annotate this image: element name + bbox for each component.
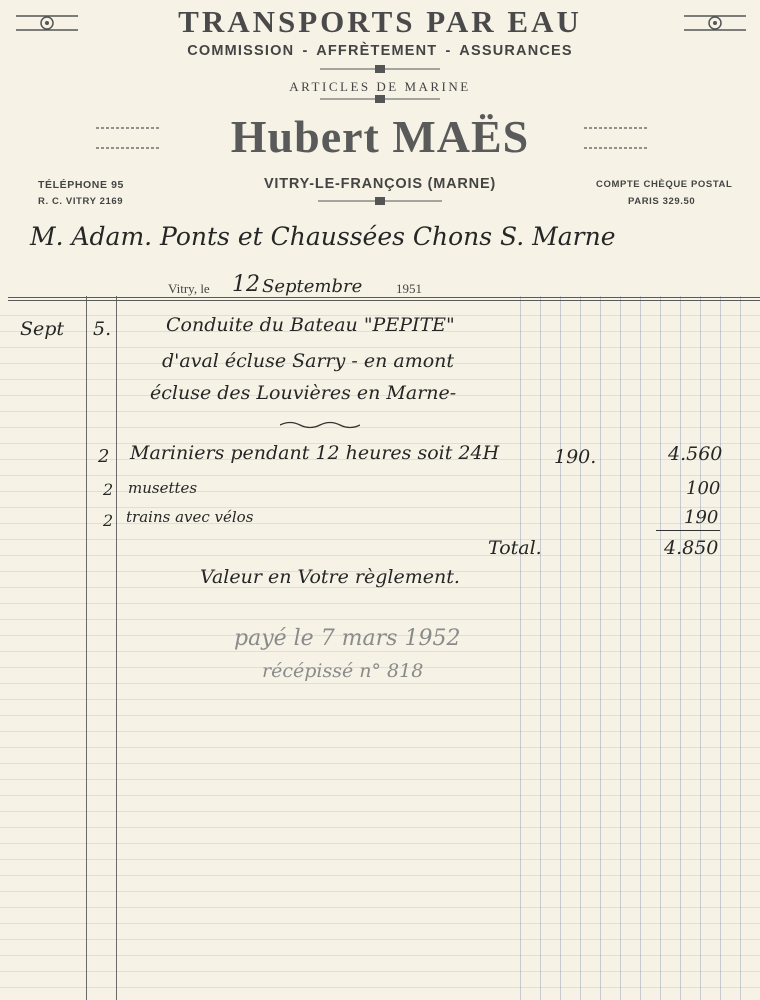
column-rule bbox=[540, 296, 541, 1000]
date-prefix: Vitry, le bbox=[168, 281, 210, 296]
item-desc: trains avec vélos bbox=[126, 508, 254, 526]
services-line: COMMISSION - AFFRÈTEMENT - ASSURANCES bbox=[187, 43, 573, 59]
entry-line-3: écluse des Louvières en Marne- bbox=[150, 382, 457, 404]
squiggle-icon bbox=[280, 420, 360, 430]
company-title: TRANSPORTS PAR EAU bbox=[178, 4, 582, 39]
ornament-right-icon bbox=[584, 120, 648, 156]
item-qty: 2 bbox=[103, 480, 114, 499]
column-rule bbox=[640, 296, 641, 1000]
column-rule bbox=[720, 296, 721, 1000]
item-amount: 100 bbox=[686, 478, 721, 499]
column-rule bbox=[660, 296, 661, 1000]
total-label: Total. bbox=[488, 537, 542, 559]
ornament-left-icon bbox=[16, 12, 78, 34]
date-day: 12 bbox=[232, 272, 260, 297]
table-top-rule bbox=[8, 297, 760, 298]
payment-note-2: récépissé n° 818 bbox=[262, 660, 424, 682]
divider-icon bbox=[318, 196, 442, 206]
entry-day: 5. bbox=[93, 318, 112, 340]
divider-icon bbox=[320, 64, 440, 74]
telephone-label: TÉLÉPHONE 95 bbox=[38, 179, 124, 191]
paris-label: PARIS 329.50 bbox=[628, 196, 696, 207]
merchant-name: Hubert MAËS bbox=[230, 111, 530, 162]
column-rule bbox=[700, 296, 701, 1000]
column-rule bbox=[520, 296, 521, 1000]
table-top-rule bbox=[8, 300, 760, 301]
entry-month: Sept bbox=[20, 318, 65, 340]
column-rule bbox=[560, 296, 561, 1000]
city-line: VITRY-LE-FRANÇOIS (MARNE) bbox=[263, 176, 497, 192]
item-qty: 2 bbox=[98, 446, 110, 467]
column-rule bbox=[620, 296, 621, 1000]
column-rule bbox=[740, 296, 741, 1000]
item-desc: Mariniers pendant 12 heures soit 24H bbox=[130, 442, 500, 464]
total-amount: 4.850 bbox=[664, 537, 719, 559]
item-amount: 4.560 bbox=[668, 443, 723, 465]
column-rule bbox=[680, 296, 681, 1000]
entry-line-1: Conduite du Bateau "PEPITE" bbox=[166, 314, 455, 336]
sum-rule bbox=[656, 530, 720, 531]
closing-note: Valeur en Votre règlement. bbox=[200, 566, 460, 588]
divider-icon bbox=[320, 94, 440, 104]
item-rate: 190. bbox=[554, 446, 597, 468]
column-rule bbox=[580, 296, 581, 1000]
compte-label: COMPTE CHÈQUE POSTAL bbox=[596, 179, 733, 190]
column-rule bbox=[600, 296, 601, 1000]
ornament-left-icon bbox=[96, 120, 160, 156]
articles-line: ARTICLES DE MARINE bbox=[289, 79, 471, 94]
entry-line-2: d'aval écluse Sarry - en amont bbox=[162, 350, 455, 372]
column-rule bbox=[116, 296, 117, 1000]
rc-label: R. C. VITRY 2169 bbox=[38, 196, 124, 207]
item-amount: 190 bbox=[684, 507, 719, 528]
item-qty: 2 bbox=[103, 511, 114, 530]
date-year: 1951 bbox=[396, 281, 422, 296]
addressee: M. Adam. Ponts et Chaussées Chons S. Marne bbox=[30, 222, 616, 251]
date-month: Septembre bbox=[262, 276, 363, 297]
ornament-right-icon bbox=[684, 12, 746, 34]
payment-note-1: payé le 7 mars 1952 bbox=[234, 626, 461, 651]
item-desc: musettes bbox=[128, 479, 198, 497]
column-rule bbox=[86, 296, 87, 1000]
